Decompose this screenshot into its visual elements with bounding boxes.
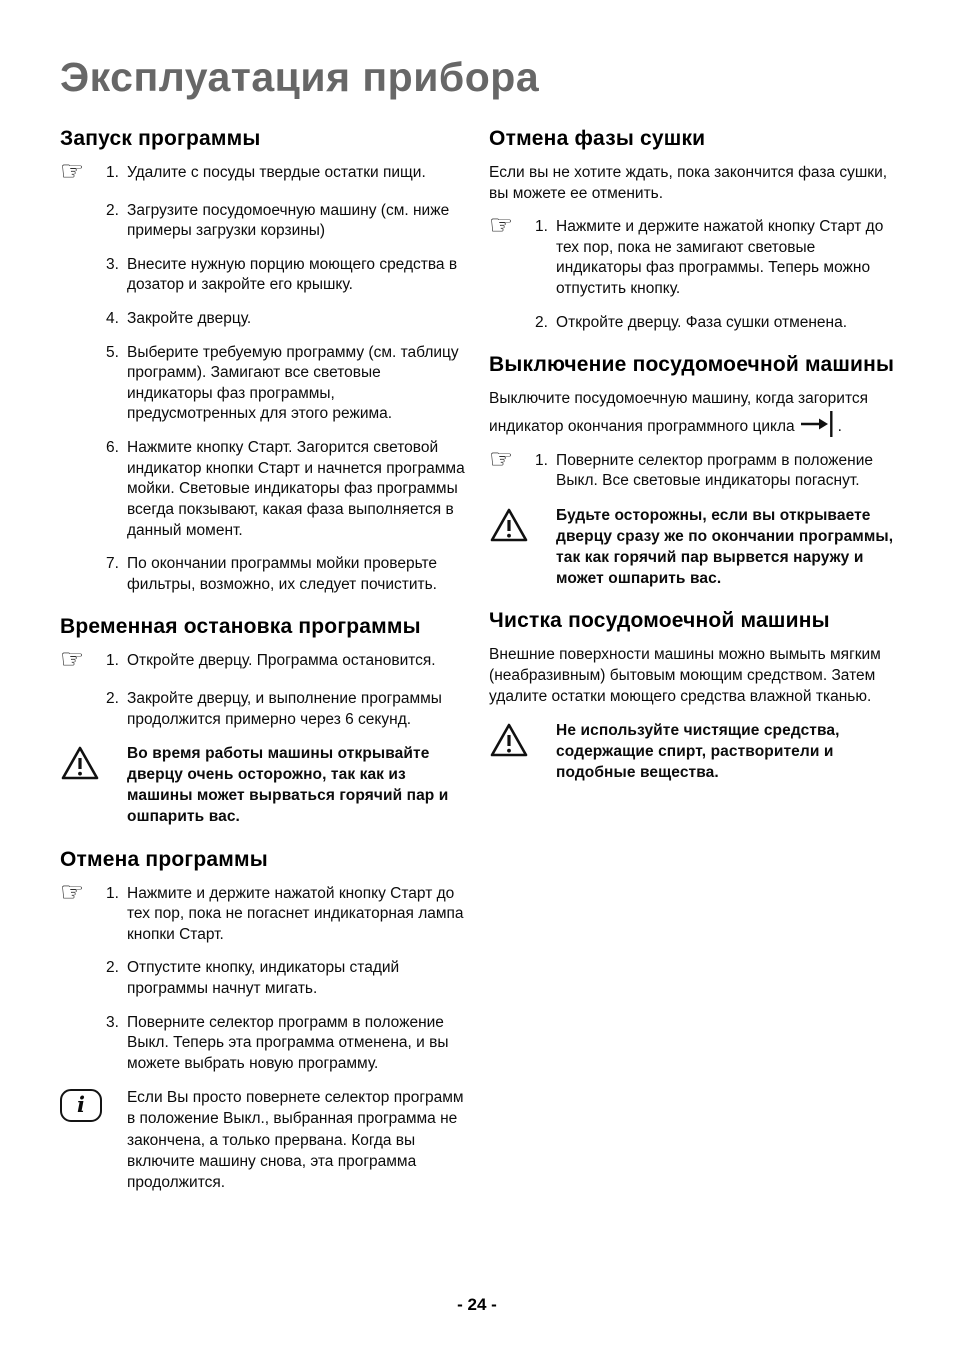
section-heading: Запуск программы [60, 127, 261, 150]
list-item [60, 156, 467, 188]
list-item [60, 644, 467, 676]
warning-text: Будьте осторожны, если вы открываете дверцу сразу же по окончании программы, так как горячий пар вырвется наружу и может ошпарить вас. [556, 507, 894, 588]
list-item [489, 443, 904, 492]
item-number: 7. [106, 555, 119, 573]
warning-icon [489, 505, 556, 589]
item-number: 3. [106, 1013, 119, 1031]
item-number: 1. [106, 884, 119, 902]
list-item [60, 689, 467, 730]
section-heading: Отмена программы [60, 847, 268, 871]
item-text: Загрузите посудомоечную машину (см. ниже примеры загрузки корзины) [127, 201, 450, 240]
section-drying-cancel [489, 127, 904, 333]
right-column [489, 107, 904, 796]
warning-text: Во время работы машины открывайте дверцу очень осторожно, так как из машины может вырваться горячий пар и ошпарить вас. [127, 745, 449, 826]
intro-tail: . [837, 417, 842, 435]
item-text: Внесите нужную порцию моющего средства в дозатор и закройте его крышку. [127, 255, 458, 294]
warning-triangle-icon [489, 722, 529, 758]
list-item [60, 309, 467, 330]
icon-spacer [60, 958, 106, 999]
section-heading: Отмена фазы сушки [489, 127, 706, 150]
section-switch-off [489, 353, 904, 589]
item-number: 1. [535, 451, 548, 469]
item-text: Закройте дверцу. [127, 310, 252, 328]
info-glyph: i [77, 1092, 85, 1118]
icon-spacer [60, 1013, 106, 1075]
section-cleaning [489, 609, 904, 783]
item-text: Удалите с посуды твердые остатки пищи. [127, 164, 426, 181]
pointing-hand-icon [60, 876, 106, 946]
pointing-hand-icon [489, 443, 535, 492]
list-item [60, 255, 467, 296]
item-number: 2. [106, 959, 119, 977]
pointing-hand-glyph: ☞ [60, 876, 85, 908]
list-item [60, 958, 467, 999]
item-text: По окончании программы мойки проверьте фильтры, возможно, их следует почистить. [127, 555, 438, 593]
section-heading: Выключение посудомоечной машины [489, 353, 895, 377]
item-text: Откройте дверцу. Фаза сушки отменена. [556, 313, 848, 331]
pointing-hand-icon [60, 644, 106, 676]
pointing-hand-icon [489, 210, 535, 299]
item-number: 5. [106, 343, 119, 361]
warning-note [489, 720, 904, 783]
section-intro: Если вы не хотите ждать, пока закончится фаза сушки, вы можете ее отменить. [489, 164, 888, 202]
pointing-hand-glyph: ☞ [489, 210, 514, 242]
pointing-hand-icon [60, 156, 106, 188]
item-text: Отпустите кнопку, индикаторы стадий программы начнут мигать. [127, 959, 400, 997]
info-icon [60, 1087, 127, 1192]
icon-spacer [60, 343, 106, 425]
item-number: 1. [106, 164, 119, 181]
item-number: 3. [106, 255, 119, 273]
item-number: 1. [106, 652, 119, 670]
section-intro [489, 389, 904, 438]
icon-spacer [60, 689, 106, 730]
page-number: - 24 - [457, 1295, 497, 1314]
list-item [60, 343, 467, 425]
icon-spacer [60, 255, 106, 296]
item-text: Выберите требуемую программу (см. таблицу программ). Замигают все световые индикаторы фаз программы, предусмотренных для этого режима. [127, 343, 459, 423]
item-number: 1. [535, 218, 548, 236]
warning-note [489, 505, 904, 589]
item-text: Поверните селектор программ в положение Выкл. Теперь эта программа отменена, и вы можете выбрать новую программу. [127, 1013, 449, 1072]
info-note [60, 1087, 467, 1192]
warning-icon [489, 720, 556, 783]
warning-triangle-icon [60, 745, 100, 781]
icon-spacer [60, 554, 106, 595]
section-program-cancel [60, 848, 467, 1193]
info-text: Если Вы просто повернете селектор программ в положение Выкл., выбранная программа не закончена, а только прервана. Когда вы включите машину снова, эта программа продолжится. [127, 1089, 464, 1191]
section-program-pause [60, 615, 467, 827]
icon-spacer [60, 201, 106, 242]
info-badge [60, 1089, 102, 1122]
left-column [60, 107, 467, 1206]
icon-spacer [489, 313, 535, 334]
section-program-start [60, 127, 467, 595]
list-item [489, 210, 904, 299]
list-item [60, 876, 467, 946]
pointing-hand-glyph: ☞ [489, 443, 514, 475]
list-item [60, 201, 467, 242]
list-item [60, 438, 467, 541]
warning-note [60, 743, 467, 827]
item-number: 2. [535, 313, 548, 331]
intro-text: Выключите посудомоечную машину, когда загорится индикатор окончания программного цикла [489, 390, 869, 435]
page-title: Эксплуатация прибора [60, 54, 540, 100]
list-item [60, 1013, 467, 1075]
pointing-hand-glyph: ☞ [60, 644, 85, 676]
cycle-end-icon [799, 410, 835, 438]
icon-spacer [60, 309, 106, 330]
item-number: 2. [106, 689, 119, 707]
item-number: 4. [106, 310, 119, 328]
warning-triangle-icon [489, 507, 529, 543]
item-text: Поверните селектор программ в положение Выкл. Все световые индикаторы погаснут. [556, 451, 873, 490]
icon-spacer [60, 438, 106, 541]
item-text: Нажмите кнопку Старт. Загорится световой индикатор кнопки Старт и начнется программа мойки. Световые индикаторы фаз программы всегда покзывают, какая фаза выполняется в данный момент. [127, 439, 465, 539]
section-intro: Внешние поверхности машины можно вымыть мягким (неабразивным) бытовым моющим средством. Затем удалите остатки моющего средства влажной тканью. [489, 646, 881, 705]
item-number: 2. [106, 201, 119, 219]
section-heading: Временная остановка программы [60, 615, 421, 639]
pointing-hand-glyph: ☞ [60, 156, 85, 187]
list-item [60, 554, 467, 595]
item-text: Закройте дверцу, и выполнение программы продолжится примерно через 6 секунд. [127, 689, 442, 728]
two-column-layout [60, 107, 904, 1206]
section-heading: Чистка посудомоечной машины [489, 609, 830, 633]
warning-icon [60, 743, 127, 827]
item-number: 6. [106, 439, 119, 457]
list-item [489, 313, 904, 334]
warning-text: Не используйте чистящие средства, содержащие спирт, растворители и подобные вещества. [556, 722, 840, 782]
item-text: Нажмите и держите нажатой кнопку Старт до тех пор, пока не замигают световые индикаторы фаз программы. Теперь можно отпустить кнопку. [556, 218, 884, 298]
item-text: Откройте дверцу. Программа остановится. [127, 652, 436, 670]
item-text: Нажмите и держите нажатой кнопку Старт до тех пор, пока не погаснет индикаторная лампа кнопки Старт. [127, 884, 464, 943]
